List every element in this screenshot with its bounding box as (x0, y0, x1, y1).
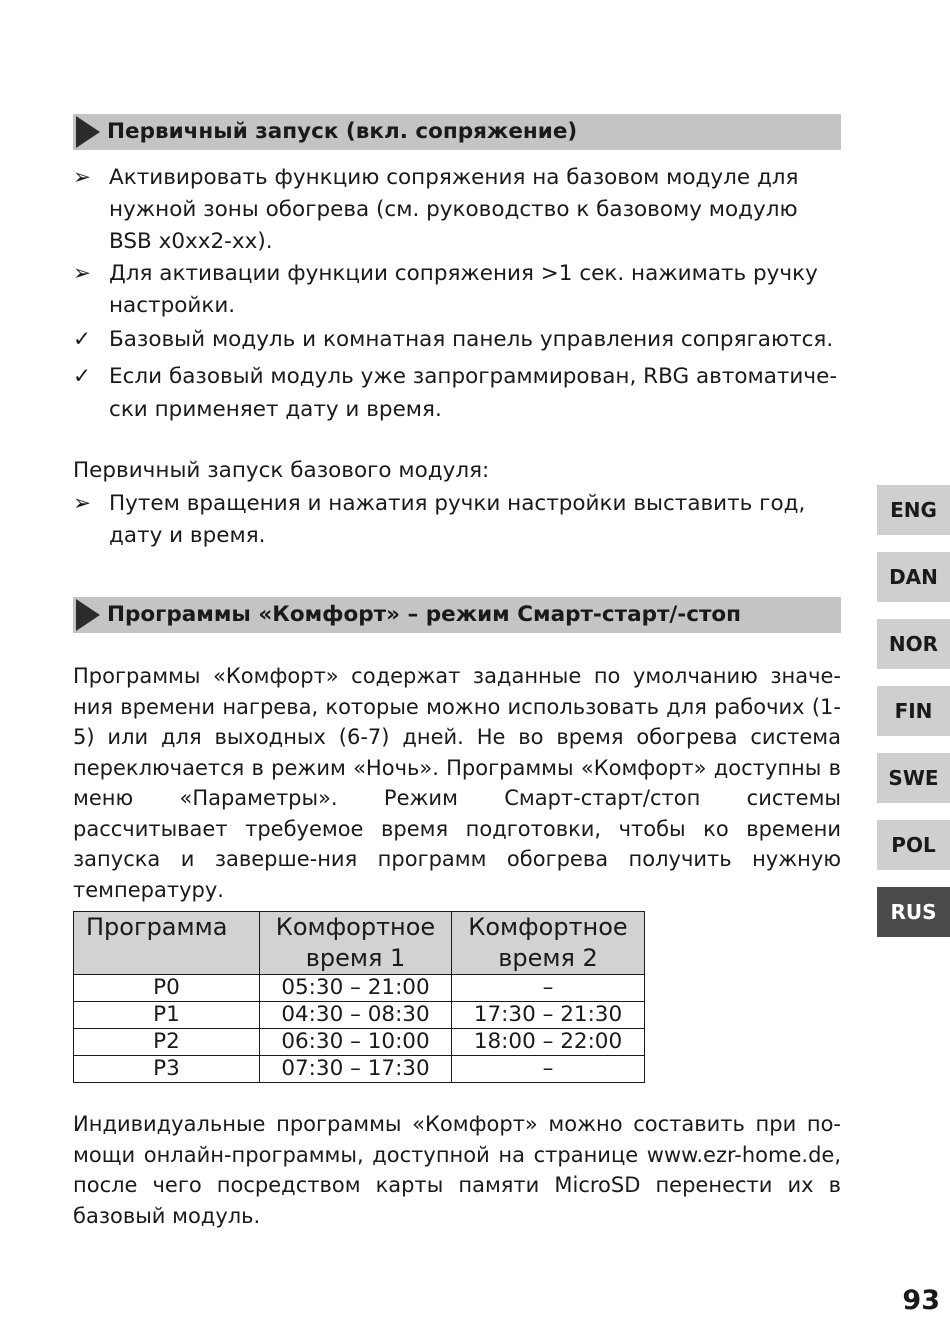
section-header-comfort-programs (73, 597, 841, 633)
arrow-bullet-icon: ➢ (73, 491, 92, 516)
cell-time-2: – (452, 975, 645, 1002)
triangle-right-icon (76, 116, 100, 148)
lang-tab-eng[interactable]: ENG (877, 485, 950, 535)
table-row (74, 975, 645, 1002)
table-header-row (74, 912, 645, 975)
checkmark-icon: ✓ (73, 327, 92, 352)
table-row (74, 1002, 645, 1029)
lang-tab-rus[interactable]: RUS (877, 887, 950, 937)
lang-tab-nor[interactable]: NOR (877, 619, 950, 669)
header-comfort-time-2: Комфортное время 2 (452, 912, 645, 975)
cell-program: P2 (74, 1029, 260, 1056)
cell-program: P0 (74, 975, 260, 1002)
lang-tab-fin[interactable]: FIN (877, 686, 950, 736)
cell-program: P1 (74, 1002, 260, 1029)
cell-time-1: 06:30 – 10:00 (260, 1029, 452, 1056)
footer-paragraph: Индивидуальные программы «Комфорт» можно составить при по-мощи онлайн-программы, доступной на странице www.ezr-home.de, после чего посредством карты памяти MicroSD перенести их в базовый модуль. (73, 1112, 841, 1228)
cell-program: P3 (74, 1056, 260, 1083)
cell-time-1: 07:30 – 17:30 (260, 1056, 452, 1083)
section-title: Программы «Комфорт» – режим Смарт-старт/-стоп (107, 602, 742, 627)
cell-time-1: 05:30 – 21:00 (260, 975, 452, 1002)
section-title: Первичный запуск (вкл. сопряжение) (107, 119, 578, 144)
lang-tab-pol[interactable]: POL (877, 820, 950, 870)
list-item: ✓ Базовый модуль и комнатная панель управления сопрягаются. (73, 324, 843, 356)
lang-tab-dan[interactable]: DAN (877, 552, 950, 602)
table-row (74, 1029, 645, 1056)
arrow-bullet-icon: ➢ (73, 261, 92, 286)
cell-time-2: – (452, 1056, 645, 1083)
list-item: ➢ Для активации функции сопряжения >1 сек. нажимать ручку настройки. (73, 258, 843, 322)
cell-time-2: 17:30 – 21:30 (452, 1002, 645, 1029)
table-row (74, 1056, 645, 1083)
page-number: 93 (902, 1285, 940, 1316)
list-item: ✓ Если базовый модуль уже запрограммирован, RBG автоматиче-ски применяет дату и время. (73, 360, 843, 426)
subheading: Первичный запуск базового модуля: (73, 458, 490, 483)
list-item: ➢ Активировать функцию сопряжения на базовом модуле для нужной зоны обогрева (см. руководство к базовому модулю BSB x0xx2-xx). (73, 162, 843, 258)
triangle-right-icon (76, 599, 100, 631)
arrow-bullet-icon: ➢ (73, 165, 92, 190)
comfort-programs-table (73, 911, 645, 1083)
list-item: ➢ Путем вращения и нажатия ручки настройки выставить год, дату и время. (73, 488, 843, 552)
body-paragraph: Программы «Комфорт» содержат заданные по умолчанию значе-ния времени нагрева, которые можно использовать для рабочих (1-5) или для выходных (6-7) дней. Не во время обогрева система переключается в режим «Ночь». Программы «Комфорт» доступны в меню «Параметры». Режим Смарт-старт/стоп системы рассчитывает требуемое время подготовки, чтобы ко времени запуска и заверше-ния программ обогрева получить нужную температуру. (73, 664, 841, 902)
cell-time-1: 04:30 – 08:30 (260, 1002, 452, 1029)
cell-time-2: 18:00 – 22:00 (452, 1029, 645, 1056)
header-comfort-time-1: Комфортное время 1 (260, 912, 452, 975)
checkmark-icon: ✓ (73, 364, 92, 389)
section-header-initial-start (73, 114, 841, 150)
header-program: Программа (74, 912, 260, 975)
lang-tab-swe[interactable]: SWE (877, 753, 950, 803)
